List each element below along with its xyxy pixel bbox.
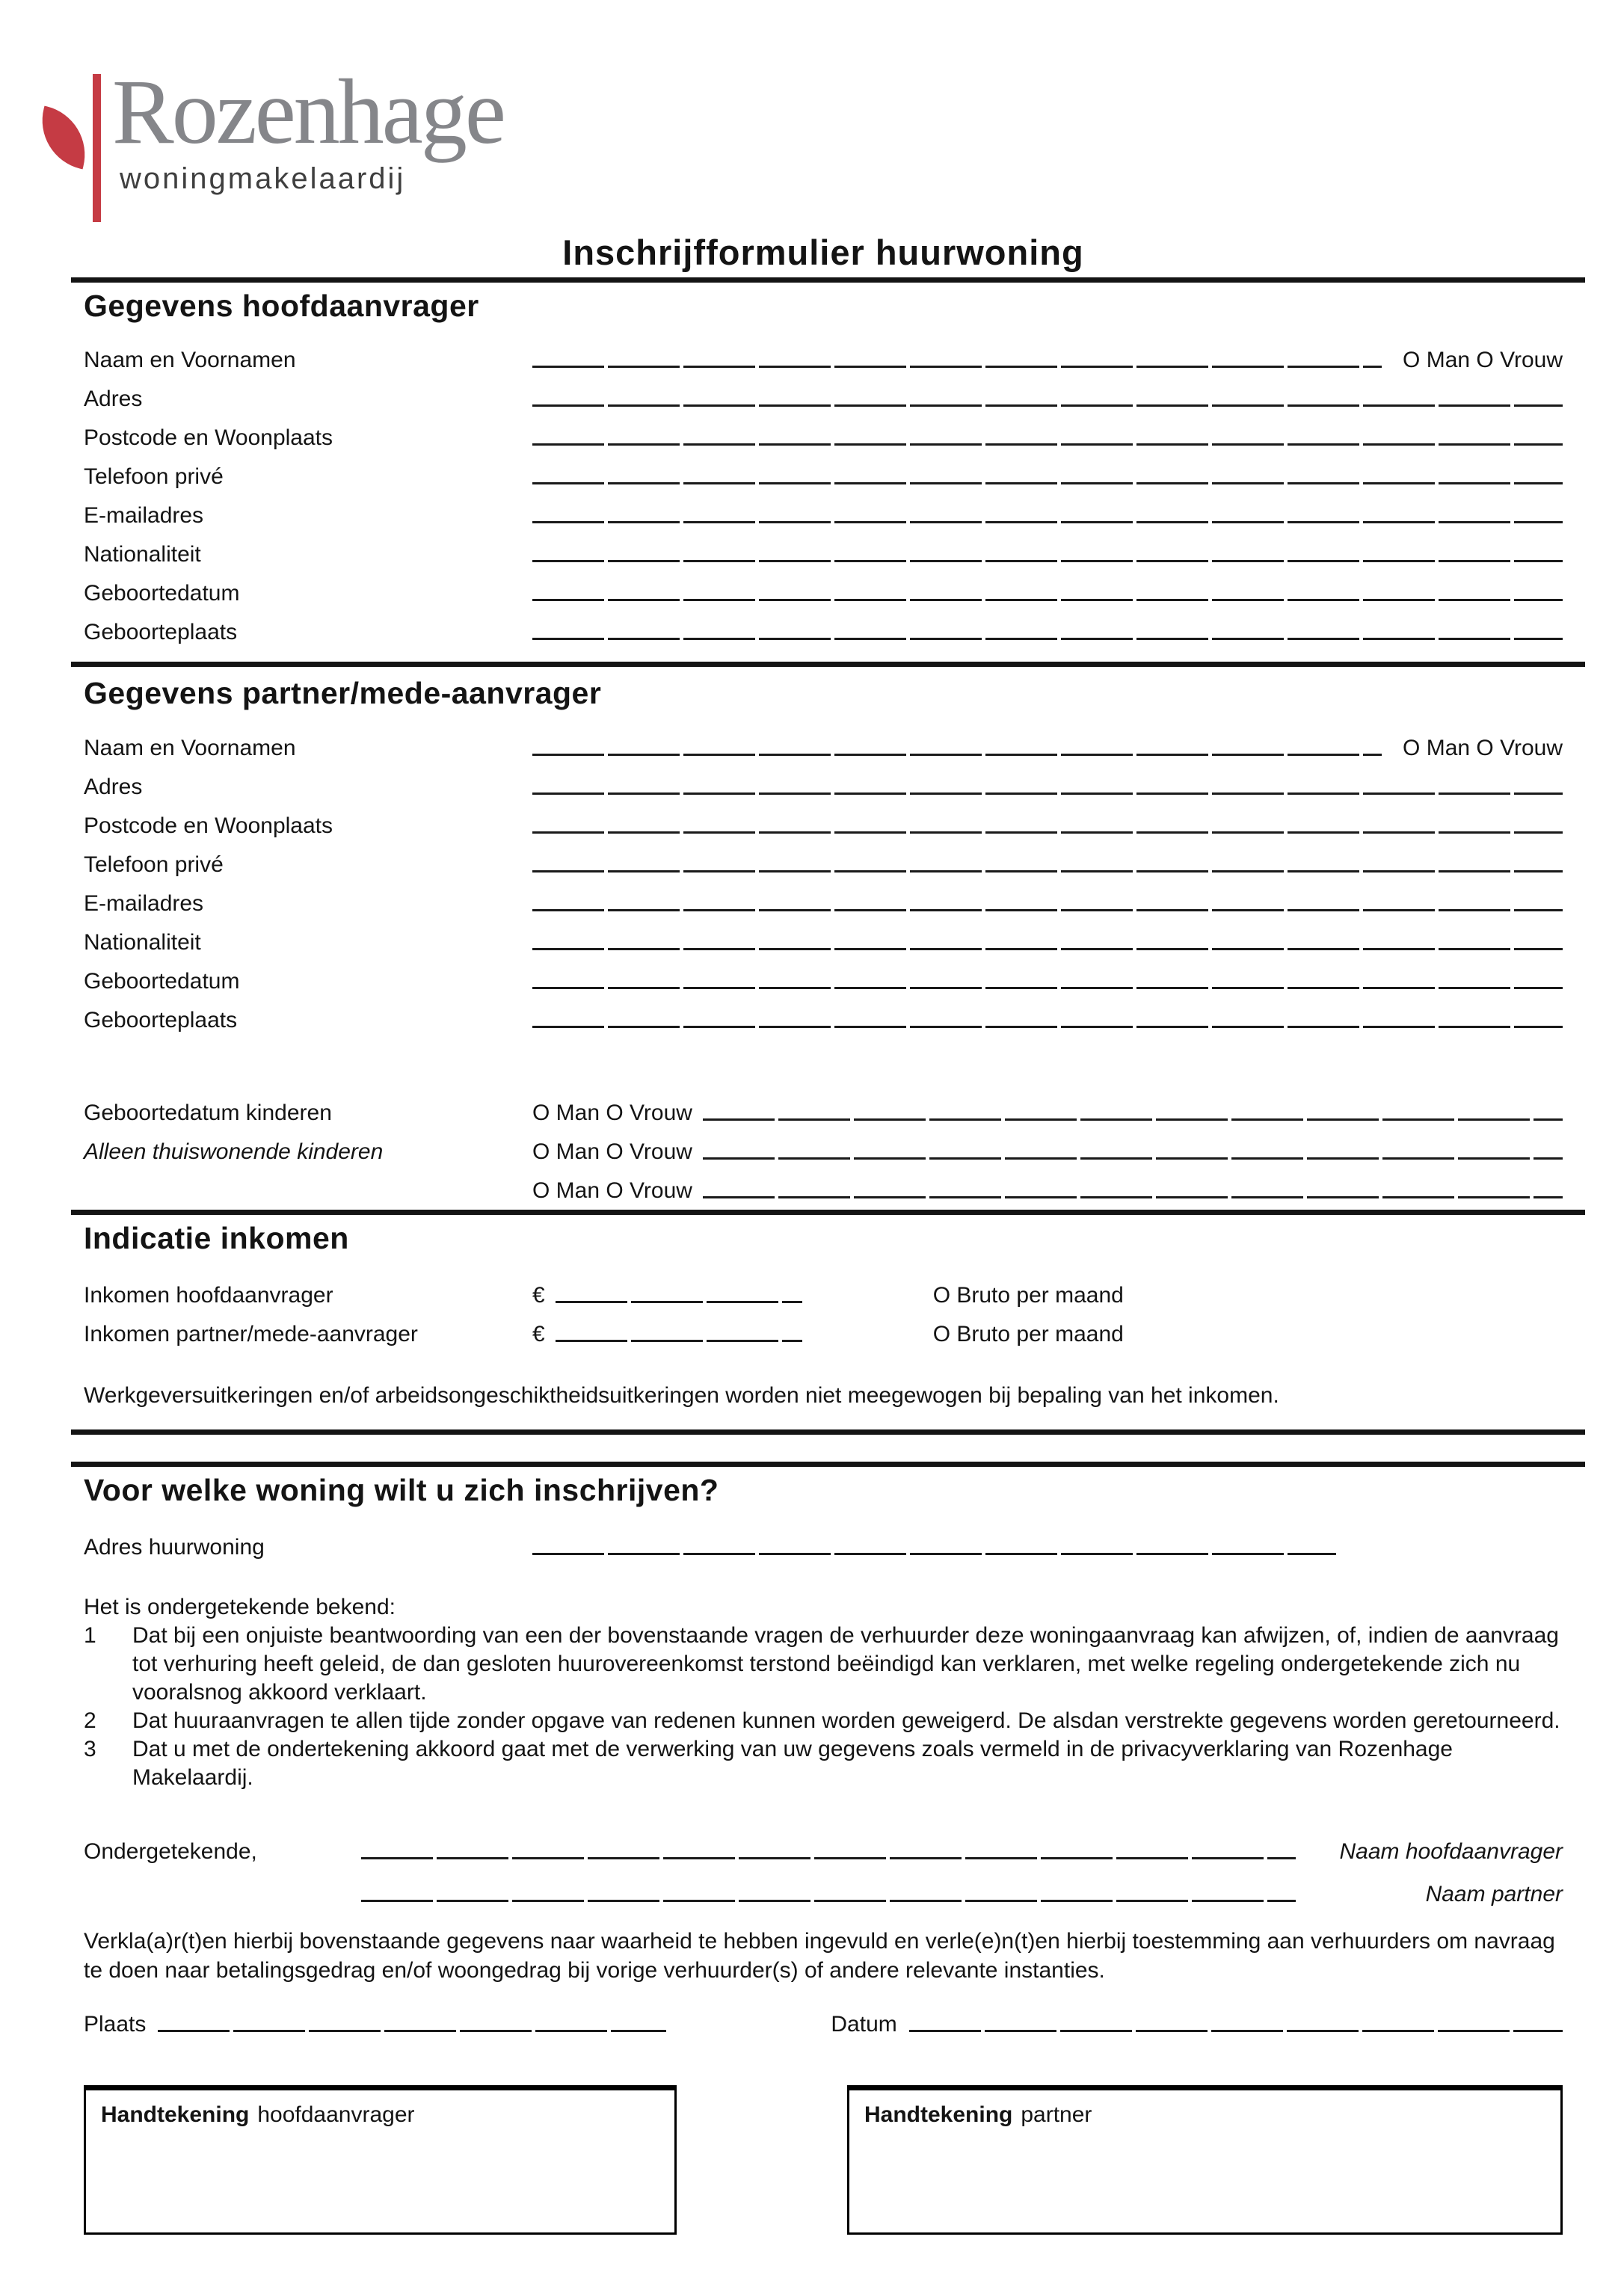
income-partner-label: Inkomen partner/mede-aanvrager	[84, 1321, 418, 1346]
name-blank-line[interactable]	[532, 334, 1382, 373]
field-row-postcode	[84, 800, 1563, 839]
income-note: Werkgeversuitkeringen en/of arbeidsongeschiktheidsuitkeringen worden niet meegewogen bij bepaling van het inkomen.	[84, 1382, 1279, 1408]
place-label: Plaats	[84, 2012, 147, 2037]
signature-box-partner[interactable]	[847, 2085, 1563, 2235]
rose-stem-bar	[93, 74, 101, 222]
brand-logo	[84, 61, 1563, 224]
field-label: E-mailadres	[84, 890, 204, 916]
gender-radio-options[interactable]: O Man O Vrouw	[1403, 735, 1563, 760]
email-blank-line[interactable]	[532, 878, 1563, 917]
rule-gap	[84, 1435, 1563, 1462]
ack-item-text: Dat huuraanvragen te allen tijde zonder opgave van redenen kunnen worden geweigerd. De alsdan verstrekte gegevens worden geretourneerd.	[132, 1708, 1560, 1733]
income-blank-line[interactable]	[556, 1308, 802, 1347]
gender-radio-options[interactable]: O Man O Vrouw	[532, 1139, 692, 1164]
postcode-blank-line[interactable]	[532, 412, 1563, 451]
place-date-row	[84, 2000, 1563, 2037]
child-dob-blank-line[interactable]	[703, 1165, 1563, 1204]
postcode-blank-line[interactable]	[532, 800, 1563, 839]
income-main-label: Inkomen hoofdaanvrager	[84, 1282, 333, 1308]
address-blank-line[interactable]	[532, 373, 1563, 412]
handtekening-role: hoofdaanvrager	[257, 2102, 415, 2127]
ack-item-number: 2	[84, 1708, 96, 1733]
ack-item-2	[84, 1707, 1563, 1735]
children-dob-label: Geboortedatum kinderen	[84, 1100, 332, 1125]
field-label: Nationaliteit	[84, 929, 201, 955]
address-label: Adres huurwoning	[84, 1535, 265, 1560]
signature-box-main-label	[101, 2102, 659, 2128]
field-row-address	[84, 761, 1563, 800]
undersigned-row-main	[84, 1822, 1563, 1865]
date-label: Datum	[831, 2012, 897, 2037]
nationality-blank-line[interactable]	[532, 529, 1563, 567]
handtekening-bold: Handtekening	[101, 2102, 250, 2127]
handtekening-bold: Handtekening	[864, 2102, 1013, 2127]
phone-blank-line[interactable]	[532, 839, 1563, 878]
partner-fields	[84, 722, 1563, 1033]
declaration-text: Verkla(a)r(t)en hierbij bovenstaande gegevens naar waarheid te hebben ingevuld en verle(e)n(t)en hierbij toestemming aan verhuurders om navraag te doen naar betalingsgedrag en/of woongedrag bij vorige verhuurder(s) of andere relevante instanties.	[84, 1929, 1555, 1983]
field-row-phone	[84, 451, 1563, 490]
date-blank-line[interactable]	[909, 2000, 1563, 2037]
field-row-birthdate	[84, 955, 1563, 994]
gender-radio-options[interactable]: O Man O Vrouw	[532, 1178, 692, 1203]
ack-item-3	[84, 1735, 1563, 1792]
section-heading-main-applicant: Gegevens hoofdaanvrager	[84, 289, 479, 323]
section-rule	[71, 1210, 1585, 1215]
children-rows	[84, 1087, 1563, 1204]
brand-tagline: woningmakelaardij	[120, 162, 406, 196]
signature-box-main[interactable]	[84, 2085, 677, 2235]
section-heading-partner: Gegevens partner/mede-aanvrager	[84, 676, 602, 711]
field-row-birthplace	[84, 606, 1563, 645]
field-row-birthplace	[84, 994, 1563, 1033]
income-rows	[84, 1269, 1563, 1347]
birthplace-blank-line[interactable]	[532, 994, 1563, 1033]
children-note-label: Alleen thuiswonende kinderen	[84, 1139, 384, 1164]
field-row-email	[84, 490, 1563, 529]
field-label: Geboorteplaats	[84, 1007, 238, 1032]
birthdate-blank-line[interactable]	[532, 567, 1563, 606]
child-dob-blank-line[interactable]	[703, 1126, 1563, 1165]
ack-item-number: 1	[84, 1623, 96, 1648]
field-label: Telefoon privé	[84, 464, 224, 490]
undersigned-row-partner	[84, 1865, 1563, 1907]
acknowledgement-list	[84, 1622, 1563, 1792]
field-label: Telefoon privé	[84, 852, 224, 877]
field-label: Postcode en Woonplaats	[84, 813, 333, 838]
signature-boxes	[84, 2085, 1563, 2235]
gender-radio-options[interactable]: O Man O Vrouw	[1403, 348, 1563, 373]
field-label: Geboortedatum	[84, 581, 240, 606]
section-heading-income: Indicatie inkomen	[84, 1220, 349, 1255]
bruto-option[interactable]: O Bruto per maand	[932, 1321, 1124, 1346]
ack-item-text: Dat bij een onjuiste beantwoording van een der bovenstaande vragen de verhuurder deze woningaanvraag kan afwijzen, of, indien de aanvraag tot verhuring heeft geleid, de dan gesloten huurovereenkomst terstond beëindigd kan verklaren, met welke regeling ondergetekende zich nu vooralsnog akkoord verklaart.	[132, 1623, 1559, 1705]
name-main-label: Naam hoofdaanvrager	[1339, 1839, 1563, 1864]
ack-item-text: Dat u met de ondertekening akkoord gaat met de verwerking van uw gegevens zoals vermeld in de privacyverklaring van Rozenhage Makelaardij.	[132, 1737, 1453, 1790]
section-heading-housing: Voor welke woning wilt u zich inschrijven?	[84, 1472, 719, 1507]
place-blank-line[interactable]	[158, 2000, 666, 2037]
bruto-option[interactable]: O Bruto per maand	[932, 1282, 1124, 1308]
main-applicant-fields	[84, 334, 1563, 645]
address-row	[84, 1521, 1563, 1560]
field-label: Adres	[84, 387, 143, 412]
undersigned-block	[84, 1822, 1563, 1907]
section-rule	[71, 662, 1585, 667]
gender-radio-options[interactable]: O Man O Vrouw	[532, 1100, 692, 1125]
euro-sign: €	[532, 1282, 545, 1308]
ack-item-number: 3	[84, 1737, 96, 1761]
field-row-email	[84, 878, 1563, 917]
field-label: Geboortedatum	[84, 968, 240, 994]
field-label: Geboorteplaats	[84, 620, 238, 645]
ack-item-1	[84, 1622, 1563, 1707]
undersigned-label: Ondergetekende,	[84, 1839, 257, 1864]
form-title: Inschrijfformulier huurwoning	[562, 233, 1084, 272]
field-label: Postcode en Woonplaats	[84, 425, 333, 451]
income-row-partner	[84, 1308, 1563, 1347]
rental-address-blank-line[interactable]	[532, 1521, 1336, 1560]
field-row-nationality	[84, 917, 1563, 955]
acknowledgement-intro: Het is ondergetekende bekend:	[84, 1595, 396, 1619]
rose-leaf-icon	[32, 106, 96, 170]
brand-text-block	[112, 61, 504, 196]
section-rule	[71, 1462, 1585, 1467]
brand-name: Rozenhage	[112, 61, 504, 163]
birthdate-blank-line[interactable]	[532, 955, 1563, 994]
field-row-nationality	[84, 529, 1563, 567]
name-blank-line[interactable]	[532, 722, 1382, 761]
children-row-2	[84, 1126, 1563, 1165]
field-row-birthdate	[84, 567, 1563, 606]
field-label: Adres	[84, 774, 143, 799]
field-row-name	[84, 722, 1563, 761]
children-row-1	[84, 1087, 1563, 1126]
phone-blank-line[interactable]	[532, 451, 1563, 490]
children-row-3	[84, 1165, 1563, 1204]
email-blank-line[interactable]	[532, 490, 1563, 529]
nationality-blank-line[interactable]	[532, 917, 1563, 955]
income-blank-line[interactable]	[556, 1269, 802, 1308]
undersigned-name-blank-line[interactable]	[361, 1822, 1296, 1865]
euro-sign: €	[532, 1321, 545, 1346]
field-label: Nationaliteit	[84, 542, 201, 567]
field-row-postcode	[84, 412, 1563, 451]
undersigned-partner-blank-line[interactable]	[361, 1865, 1296, 1907]
birthplace-blank-line[interactable]	[532, 606, 1563, 645]
title-rule	[71, 277, 1585, 283]
field-label: Naam en Voornamen	[84, 348, 296, 373]
address-blank-line[interactable]	[532, 761, 1563, 800]
handtekening-role: partner	[1021, 2102, 1092, 2127]
field-row-phone	[84, 839, 1563, 878]
name-partner-label: Naam partner	[1425, 1882, 1563, 1906]
field-label: Naam en Voornamen	[84, 735, 296, 760]
field-row-name	[84, 334, 1563, 373]
income-row-main	[84, 1269, 1563, 1308]
field-label: E-mailadres	[84, 503, 204, 529]
signature-box-partner-label	[864, 2102, 1545, 2128]
section-rule	[71, 1429, 1585, 1435]
field-row-address	[84, 373, 1563, 412]
child-dob-blank-line[interactable]	[703, 1087, 1563, 1126]
